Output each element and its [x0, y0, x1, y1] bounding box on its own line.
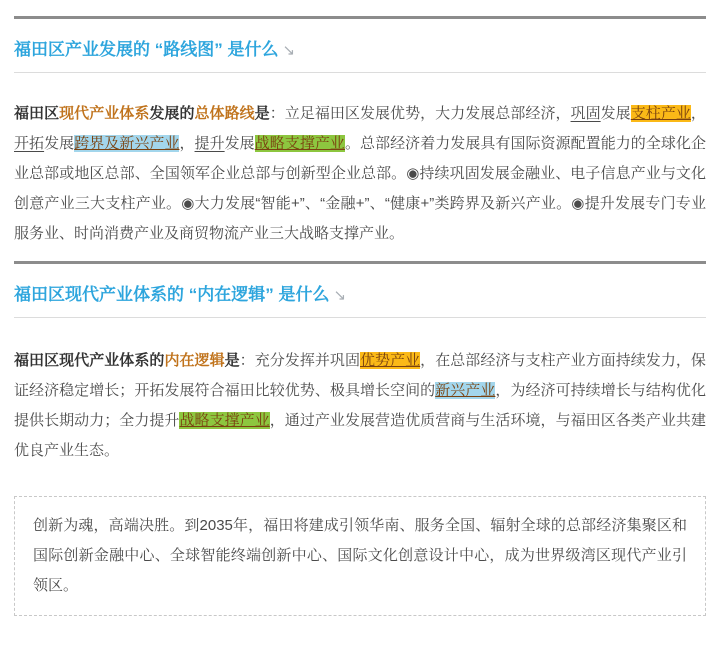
- text-run: 发展的: [149, 105, 195, 122]
- text-run: 福田区: [14, 105, 60, 122]
- text-run: 提升: [194, 135, 225, 152]
- text-run: 巩固: [570, 105, 601, 122]
- note-text: 创新为魂，高端决胜。到2035年，福田将建成引领华南、服务全国、辐射全球的总部经济集聚区和国际创新金融中心、全球智能终端创新中心、国际文化创意设计中心，成为世界级湾区现代产业引领区。: [33, 517, 687, 594]
- text-run: ，: [179, 135, 195, 152]
- section-heading-roadmap: [14, 38, 706, 63]
- text-run: 战略支撑产业: [254, 135, 345, 152]
- heading-text: 福田区产业发展的 “路线图” 是什么: [14, 40, 279, 59]
- text-run: 总体路线: [194, 105, 255, 122]
- text-run: 开拓: [14, 135, 45, 152]
- divider-thick: [14, 261, 706, 264]
- text-run: ，为经济可持续增长与结构优化提供长期动力；全力提升: [14, 382, 706, 429]
- text-run: ：立足福田区发展优势，大力发展总部经济，: [269, 105, 571, 122]
- text-run: 。总部经济着力发展具有国际资源配置能力的全球化企业总部或地区总部、全国领军企业总部与创新型企业总部。◉持续巩固发展金融业、电子信息产业与文化创意产业三大支柱产业。◉大力发展“智能+”、“金融+”、“健康+”类跨界及新兴产业。◉提升发展专门专业服务业、时尚消费产业及商贸物流产业三大战略支撑产业。: [14, 135, 706, 242]
- text-run: ，: [690, 105, 706, 122]
- heading-text: 福田区现代产业体系的 “内在逻辑” 是什么: [14, 285, 330, 304]
- article-body: [0, 16, 720, 616]
- text-run: 福田区现代产业体系的: [14, 352, 165, 369]
- inner-logic-paragraph: [14, 346, 706, 466]
- arrow-down-right-icon: ↘: [333, 287, 347, 304]
- vision-2035-note-box: [14, 496, 706, 616]
- divider-thin: [14, 317, 706, 318]
- text-run: 现代产业体系: [59, 105, 150, 122]
- divider-thin: [14, 72, 706, 73]
- text-run: 是: [254, 105, 270, 122]
- section-roadmap: [14, 16, 706, 249]
- roadmap-paragraph: [14, 99, 706, 249]
- arrow-down-right-icon: ↘: [282, 42, 296, 59]
- text-run: 新兴产业: [435, 382, 496, 399]
- divider-thick: [14, 16, 706, 19]
- text-run: 跨界及新兴产业: [74, 135, 180, 152]
- text-run: 支柱产业: [630, 105, 691, 122]
- text-run: 内在逻辑: [164, 352, 225, 369]
- section-inner-logic: [14, 261, 706, 466]
- text-run: 发展: [224, 135, 255, 152]
- text-run: 战略支撑产业: [179, 412, 270, 429]
- text-run: 发展: [600, 105, 631, 122]
- text-run: ：充分发挥并巩固: [239, 352, 360, 369]
- text-run: 发展: [44, 135, 75, 152]
- text-run: ，通过产业发展营造优质营商与生活环境，与福田区各类产业共建优良产业生态。: [14, 412, 706, 459]
- section-heading-inner-logic: [14, 283, 706, 308]
- text-run: 优势产业: [360, 352, 421, 369]
- text-run: 是: [224, 352, 240, 369]
- text-run: ，在总部经济与支柱产业方面持续发力，保证经济稳定增长；开拓发展符合福田比较优势、极具增长空间的: [14, 352, 706, 399]
